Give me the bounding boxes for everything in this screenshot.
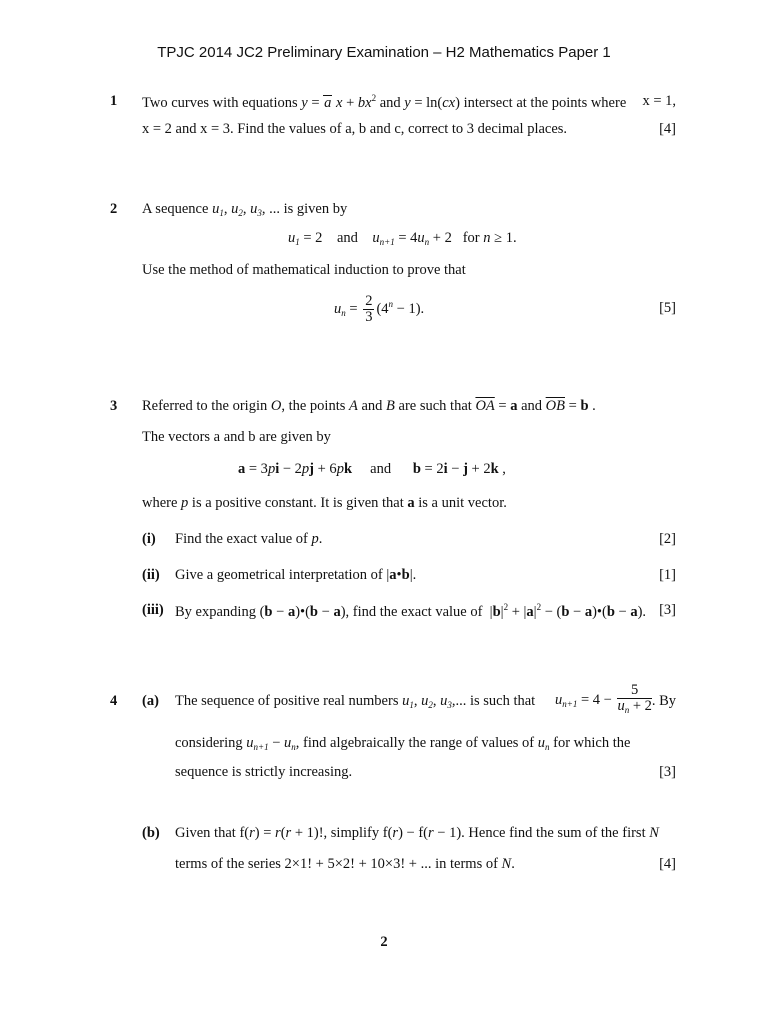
q4a-text-b: is such that [469,693,536,709]
q3-and: and [370,461,392,477]
question-3-vectors: a = 3pi − 2pj + 6pk and b = 2i − j + 2k , [238,461,506,477]
q3-part-ii-marks: [1] [659,567,676,583]
question-1-line-1: Two curves with equations y = a $x + bx^2$ and y = ln(cx) intersect at the points where [142,93,627,111]
q4b-text-d: terms of the series [175,856,281,872]
q4-part-b-marks: [4] [659,856,676,872]
q1-text-d: x = 1, [642,93,676,109]
q3-where-a: where [142,495,178,511]
q4b-text-a: Given that [175,825,236,841]
q1-text-c: intersect at the points where [463,95,627,111]
q4-part-a-line-2: considering $u_{n+1} - u_n$, find algebraically the range of values of $u_n$ for which the [175,735,631,752]
q4a-text-e: , find algebraically the range of values of [295,735,535,751]
q3-part-iii-marks: [3] [659,602,676,618]
q4-part-a-recurrence: $u_{n+1} = 4$ − $\frac{5}{u_n + 2}$ [555,682,652,715]
q3-part-iii-sentence-2: , find the exact value of [345,604,483,620]
q4-part-b-line-1: Given that f(r) = r(r + 1)!, simplify f(r) − f(r − 1). Hence find the sum of the first N [175,825,659,841]
question-1-line-2: x = 2 and x = 3. Find the values of a, b and c, correct to 3 decimal places. [142,121,568,137]
question-3-number: 3 [110,398,118,414]
question-2-recurrence: $u_1 = 2$ and $u_{n+1} = 4u_n + 2$ for n ≥ 1. [288,230,517,247]
q3-part-i-marks: [2] [659,531,676,547]
question-3-line-2: The vectors a and b are given by [142,429,331,445]
q2-and: and [336,230,358,246]
q2-intro-end: is given by [283,201,348,217]
q3-part-iii-sentence: By expanding [175,604,256,620]
q3-text-b: , the points [281,398,346,414]
q4a-text-d: considering [175,735,243,751]
q4-part-a-line-1: The sequence of positive real numbers $u_1$, $u_2$, $u_3$,... is such that [175,693,536,710]
q3-part-ii-text: Give a geometrical interpretation of |a•b|. [175,567,417,583]
q3-part-i-sentence: Find the exact value of [175,531,308,547]
question-2-formula: $u_n$ = $\frac{2}{3}$ $(4^n - 1)$. [334,293,425,325]
question-2-marks: [5] [659,300,676,316]
q4a-text-a: The sequence of positive real numbers [175,693,399,709]
q4-part-a-label: (a) [142,693,159,709]
q4-part-a-line-3: sequence is strictly increasing. [175,764,353,780]
q1-text-a: Two curves with equations [142,95,298,111]
q3-text-a: Referred to the origin [142,398,268,414]
q3-where-c: is a unit vector. [418,495,507,511]
page-header: TPJC 2014 JC2 Preliminary Examination – H2 Mathematics Paper 1 [157,44,611,61]
q2-for: for [462,230,480,246]
question-1-number: 1 [110,93,118,109]
question-1-marks: [4] [659,121,676,137]
page-number: 2 [380,934,388,950]
q4a-text-c: . By [651,693,676,709]
q1-text-b: and [379,95,401,111]
q4-part-a-marks: [3] [659,764,676,780]
q3-where-b: is a positive constant. It is given that [191,495,404,511]
q3-part-ii-sentence: Give a geometrical interpretation of [175,567,383,583]
q4b-text-b: , simplify [323,825,380,841]
q3-part-ii-label: (ii) [142,567,160,583]
q4-part-b-label: (b) [142,825,160,841]
q3-part-i-text: Find the exact value of p. [175,531,323,547]
q3-text-c: are such that [398,398,472,414]
q4a-text-f: for which the [553,735,631,751]
q3-part-i-label: (i) [142,531,156,547]
question-3-where: where p is a positive constant. It is given that a is a unit vector. [142,495,507,511]
question-2-prove-text: Use the method of mathematical induction to prove that [142,262,466,278]
q4b-text-e: in terms of [435,856,498,872]
question-4-number: 4 [110,693,118,709]
q2-intro-text: A sequence [142,201,209,217]
q3-part-iii-text: By expanding (b − a)•(b − a), find the exact value of $|b|^2 + |a|^2 - (b$ − a)•(b − a). [175,602,647,620]
q3-part-iii-label: (iii) [142,602,164,618]
question-3-line-1: Referred to the origin O, the points A and B are such that $\overline{OA} = a$ and $\overline{OB} = b$ . [142,398,596,414]
question-2-intro: A sequence $u_1$, $u_2$, $u_3$, ... is given by [142,201,348,218]
q4-part-b-line-2: terms of the series 2×1! + 5×2! + 10×3! + ... in terms of N. [175,856,515,872]
question-2-number: 2 [110,201,118,217]
q4b-text-c: . Hence find the sum of the first [461,825,646,841]
